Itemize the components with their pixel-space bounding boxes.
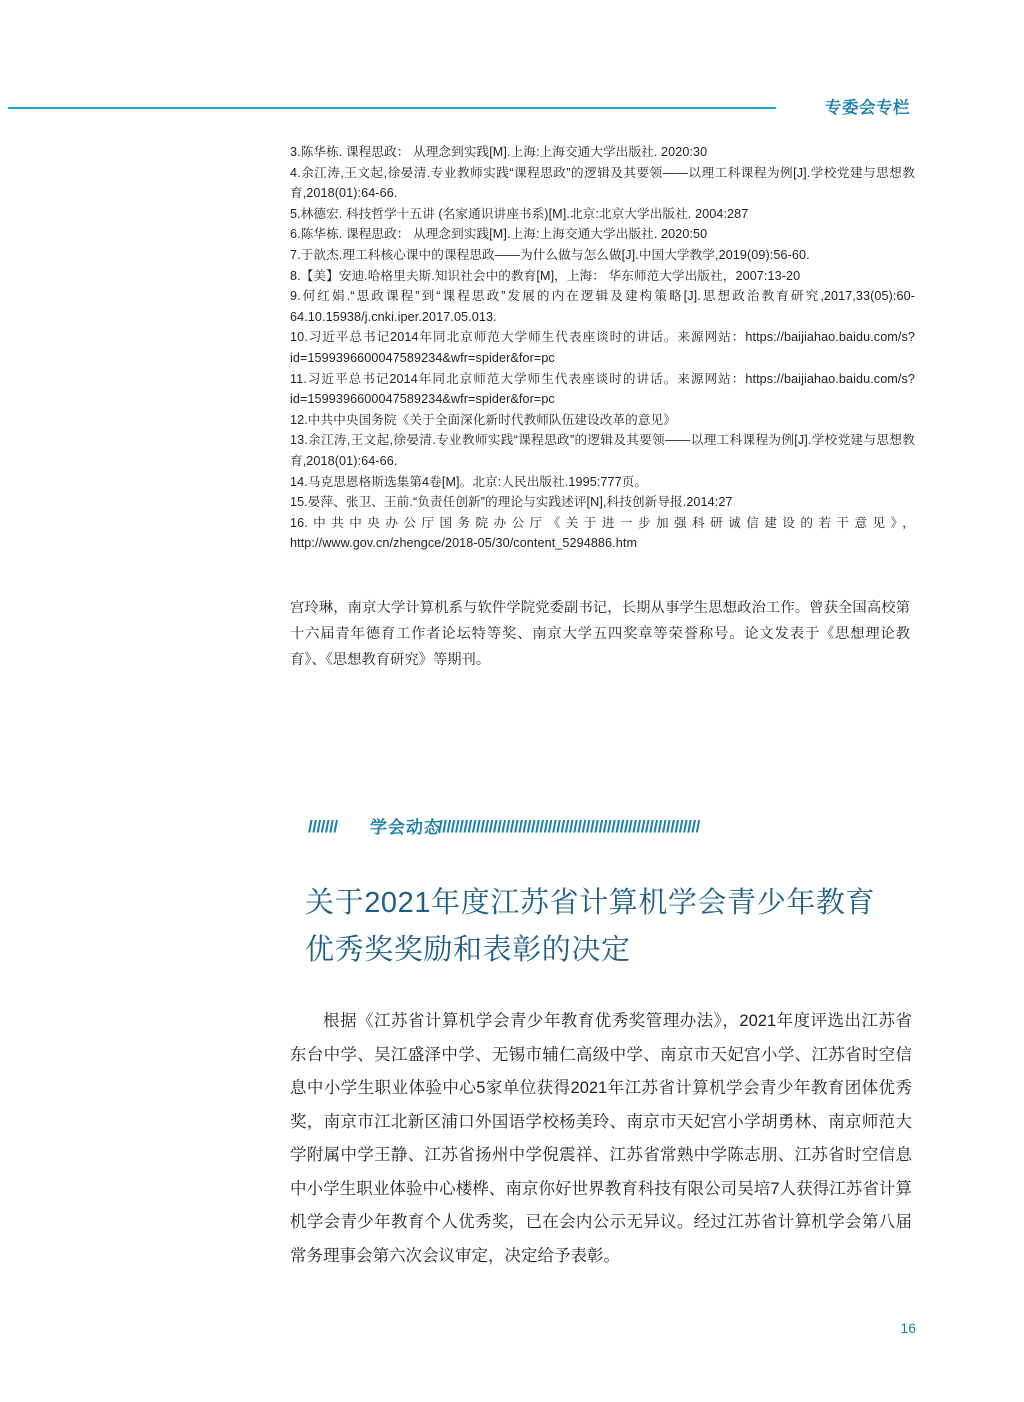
reference-item: 5.林德宏. 科技哲学十五讲 (名家通识讲座书系)[M].北京:北京大学出版社. 2004:287	[290, 206, 749, 221]
article-body	[290, 1005, 912, 1273]
reference-item: 13.余江涛,王文起,徐晏清.专业教师实践“课程思政”的逻辑及其要领——以理工科课程为例[J].学校党建与思想教育,2018(01):64-66.	[290, 433, 915, 468]
hatch-decoration-icon: //////////////////////////////////////////////////////////////	[438, 819, 700, 834]
reference-item: 7.于歆杰.理工科核心课中的课程思政——为什么做与怎么做[J].中国大学教学,2019(09):56-60.	[290, 247, 810, 262]
references-list	[290, 142, 915, 554]
article-paragraph: 根据《江苏省计算机学会青少年教育优秀奖管理办法》，2021年度评选出江苏省东台中学、吴江盛泽中学、无锡市辅仁高级中学、南京市天妃宫小学、江苏省时空信息中小学生职业体验中心5家单位获得2021年江苏省计算机学会青少年教育团体优秀奖，南京市江北新区浦口外国语学校杨美玲、南京市天妃宫小学胡勇林、南京师范大学附属中学王静、江苏省扬州中学倪震祥、江苏省常熟中学陈志朋、江苏省时空信息中小学生职业体验中心楼桦、南京你好世界教育科技有限公司吴培7人获得江苏省计算机学会青少年教育个人优秀奖，已在会内公示无异议。经过江苏省计算机学会第八届常务理事会第六次会议审定，决定给予表彰。	[290, 1012, 912, 1265]
article-title-line-2: 优秀奖奖励和表彰的决定	[305, 934, 631, 966]
header-title: 专委会专栏	[825, 99, 910, 117]
reference-item: 4.余江涛,王文起,徐晏清.专业教师实践“课程思政”的逻辑及其要领——以理工科课程为例[J].学校党建与思想教育,2018(01):64-66.	[290, 165, 915, 201]
page-number: 16	[900, 1320, 916, 1336]
reference-item: 6.陈华栋. 课程思政： 从理念到实践[M].上海:上海交通大学出版社. 2020:50	[290, 227, 708, 242]
reference-item: 12.中共中央国务院《关于全面深化新时代教师队伍建设改革的意见》	[290, 412, 676, 427]
article-title	[305, 880, 925, 974]
reference-item: 11.习近平总书记2014年同北京师范大学师生代表座谈时的讲话。来源网站：https://baijiahao.baidu.com/s?id=1599396600047589234&wfr=spider&for=pc	[290, 371, 915, 407]
reference-item: 15.晏萍、张卫、王前.“负责任创新”的理论与实践述评[N],科技创新导报.2014:27	[290, 495, 733, 510]
page-header	[0, 96, 1024, 120]
reference-item: 10.习近平总书记2014年同北京师范大学师生代表座谈时的讲话。来源网站：https://baijiahao.baidu.com/s?id=1599396600047589234&wfr=spider&for=pc	[290, 330, 915, 365]
hatch-decoration-icon: ///////	[308, 819, 338, 834]
article-title-line-1: 关于2021年度江苏省计算机学会青少年教育	[305, 887, 876, 919]
reference-item: 8.【美】安迪.哈格里夫斯.知识社会中的教育[M]，上海： 华东师范大学出版社，2007:13-20	[290, 268, 801, 283]
reference-item: 9.何红娟.“思政课程”到“课程思政”发展的内在逻辑及建构策略[J].思想政治教育研究,2017,33(05):60-64.10.15938/j.cnki.iper.2017.05.013.	[290, 289, 915, 324]
reference-item: 16.中共中央办公厅国务院办公厅《关于进一步加强科研诚信建设的若干意见》，http://www.gov.cn/zhengce/2018-05/30/content_5294886.htm	[290, 515, 915, 551]
author-bio: 宫玲琳，南京大学计算机系与软件学院党委副书记，长期从事学生思想政治工作。曾获全国高校第十六届青年德育工作者论坛特等奖、南京大学五四奖章等荣誉称号。论文发表于《思想理论教育》、《思想教育研究》等期刊。	[290, 600, 910, 668]
section-label: 学会动态	[370, 818, 442, 837]
reference-item: 14.马克思恩格斯选集第4卷[M]。北京:人民出版社.1995:777页。	[290, 474, 648, 489]
header-rule	[8, 107, 776, 109]
section-banner	[308, 815, 918, 841]
reference-item: 3.陈华栋. 课程思政： 从理念到实践[M].上海:上海交通大学出版社. 2020:30	[290, 145, 708, 159]
